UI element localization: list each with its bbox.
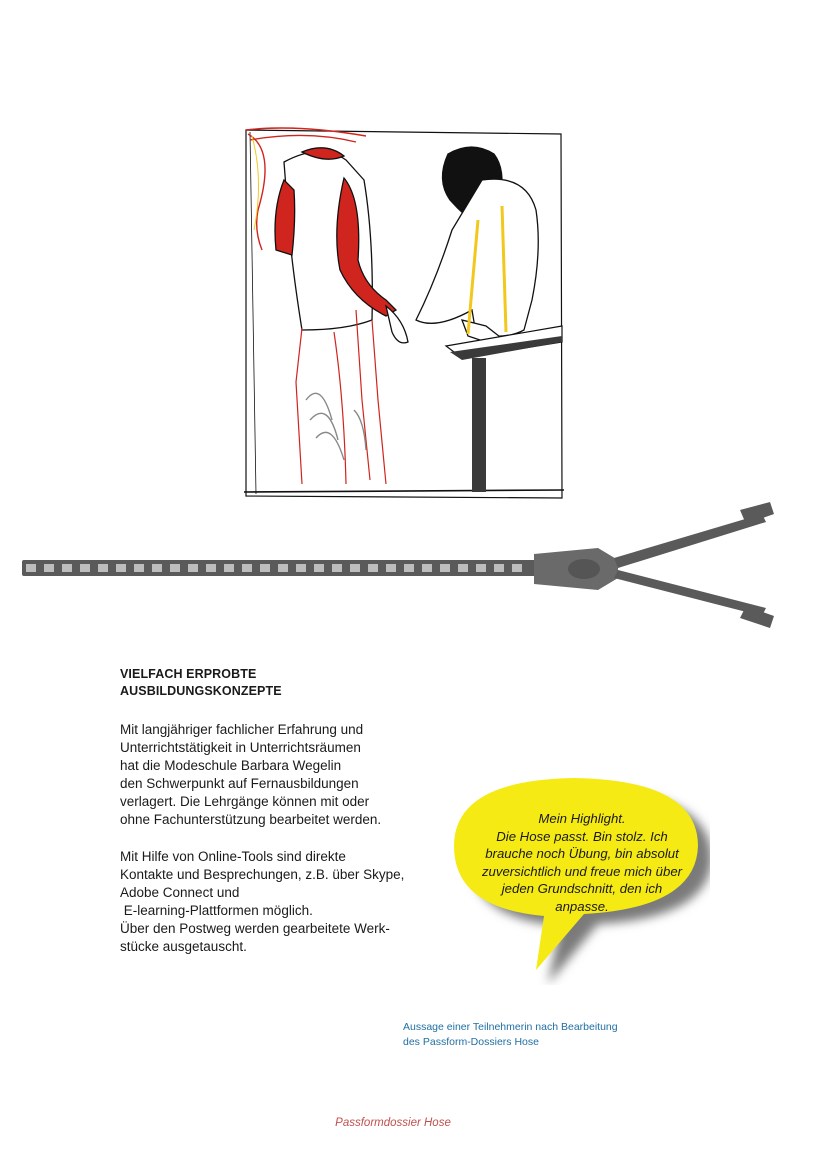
quote-caption	[403, 1020, 703, 1049]
quote-line: jeden Grundschnitt, den ich	[501, 881, 663, 896]
text-line: Unterrichtstätigkeit in Unterrichtsräumen	[120, 740, 361, 755]
text-line: hat die Modeschule Barbara Wegelin	[120, 758, 342, 773]
text-line: Über den Postweg werden gearbeitete Werk-	[120, 921, 390, 936]
heading-line-1: VIELFACH ERPROBTE	[120, 667, 257, 681]
fold-marks	[306, 393, 366, 460]
zipper-divider	[18, 498, 778, 638]
quote-line: zuversichtlich und freue mich über	[481, 863, 683, 879]
text-line: verlagert. Die Lehrgänge können mit oder	[120, 794, 370, 809]
quote-line: brauche noch Übung, bin absolut	[485, 846, 679, 861]
text-line: den Schwerpunkt auf Fernausbildungen	[120, 776, 359, 791]
text-line: Adobe Connect und	[120, 885, 240, 900]
caption-line-1: Aussage einer Teilnehmerin nach Bearbeitung	[403, 1021, 618, 1033]
text-line: ohne Fachunterstützung bearbeitet werden.	[120, 812, 382, 827]
quote-line: Mein Highlight.	[538, 811, 626, 826]
client-figure	[275, 148, 408, 343]
text-line: Mit langjähriger fachlicher Erfahrung und	[120, 722, 364, 737]
caption-line-2: des Passform-Dossiers Hose	[403, 1035, 539, 1048]
paragraph-experience	[120, 721, 440, 829]
fashion-fitting-illustration	[236, 120, 566, 505]
quote-line: anpasse.	[555, 898, 609, 914]
paragraph-online-tools	[120, 848, 440, 956]
body-text	[120, 721, 440, 975]
text-line: Kontakte und Besprechungen, z.B. über Skype,	[120, 867, 405, 882]
text-line: Mit Hilfe von Online-Tools sind direkte	[120, 849, 346, 864]
text-line: E-learning-Plattformen möglich.	[120, 903, 313, 918]
footer-label: Passformdossier Hose	[335, 1117, 451, 1129]
quote-text	[458, 810, 706, 915]
work-table	[446, 326, 562, 492]
page-footer	[0, 1117, 826, 1129]
zipper-tape-lower	[614, 570, 774, 628]
quote-line: Die Hose passt. Bin stolz. Ich	[496, 828, 668, 844]
heading-line-2: AUSBILDUNGSKONZEPTE	[120, 684, 282, 698]
section-heading	[120, 666, 440, 700]
text-line: stücke ausgetauscht.	[120, 939, 247, 954]
zipper-tape-upper	[614, 502, 774, 568]
zipper-slider	[534, 548, 618, 590]
